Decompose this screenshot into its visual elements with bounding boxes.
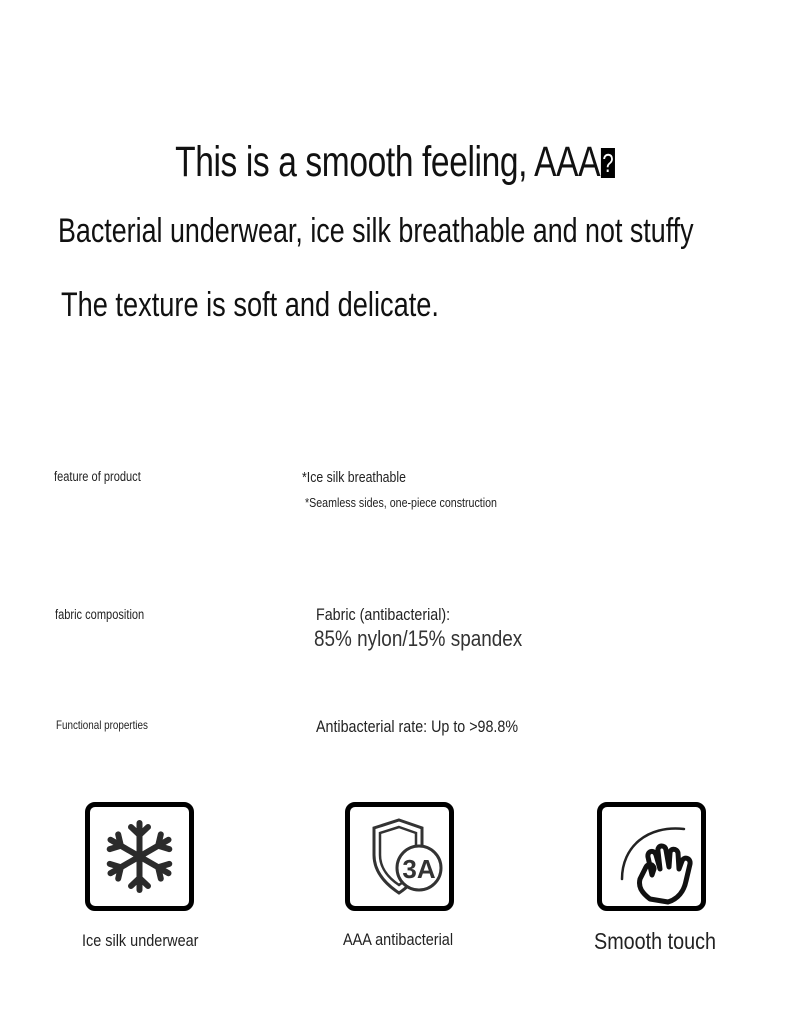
spec-label-fabric: fabric composition — [55, 607, 145, 622]
spec-value-functional: Antibacterial rate: Up to >98.8% — [316, 717, 519, 736]
feature-caption-smooth-touch: Smooth touch — [594, 928, 717, 954]
spec-value-fabric-2: 85% nylon/15% spandex — [314, 626, 523, 651]
feature-card-smooth-touch — [597, 802, 706, 911]
feature-caption-ice-silk: Ice silk underwear — [82, 931, 199, 950]
snowflake-icon — [90, 807, 189, 906]
spec-label-functional: Functional properties — [56, 718, 148, 732]
spec-value-feature-2: *Seamless sides, one-piece construction — [305, 495, 497, 510]
spec-value-fabric-1: Fabric (antibacterial): — [316, 605, 451, 624]
hand-touch-icon — [602, 807, 701, 906]
headline-title — [79, 138, 711, 187]
shield-3a-icon — [350, 807, 449, 906]
feature-caption-antibacterial: AAA antibacterial — [343, 930, 454, 949]
spec-value-feature-1: *Ice silk breathable — [302, 469, 406, 486]
feature-card-ice-silk — [85, 802, 194, 911]
spec-label-feature: feature of product — [54, 469, 141, 484]
headline-line1: This is a smooth feeling, AAA — [175, 138, 601, 186]
unknown-glyph-box: ? — [602, 148, 614, 178]
headline-tagline: The texture is soft and delicate. — [61, 286, 439, 324]
shield-badge-text: 3A — [402, 854, 436, 884]
headline-subtitle: Bacterial underwear, ice silk breathable and not stuffy — [58, 212, 694, 250]
feature-card-antibacterial — [345, 802, 454, 911]
